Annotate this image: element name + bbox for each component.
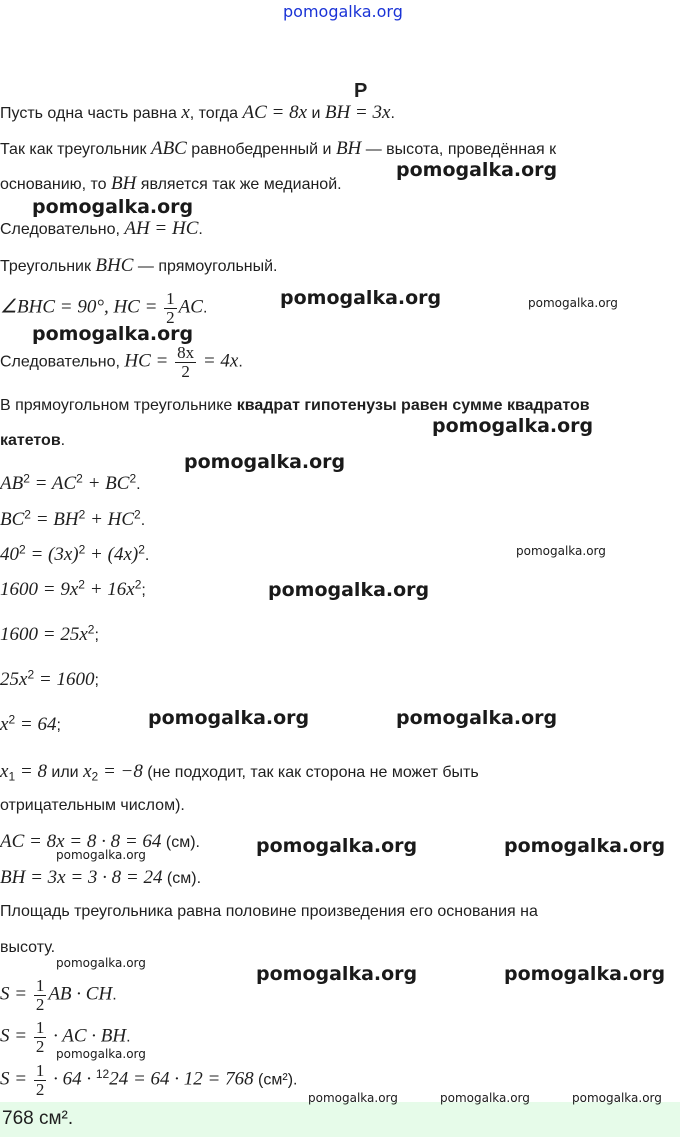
formula-line-15: $25x^2 = 1600$; [0, 667, 99, 690]
watermark: pomogalka.org [504, 963, 666, 985]
text-line-2: Так как треугольник ABC равнобедренный и BH — высота, проведённая к [0, 138, 557, 159]
text-line-21: Площадь треугольника равна половине произведения его основания на [0, 903, 538, 920]
watermark: pomogalka.org [184, 451, 346, 473]
text-line-1: Пусть одна часть равна x, тогда AC = 8x и BH = 3x. [0, 102, 395, 123]
watermark: pomogalka.org [32, 323, 194, 345]
watermark: pomogalka.org [56, 848, 146, 862]
watermark: pomogalka.org [280, 287, 442, 309]
watermark: pomogalka.org [32, 196, 194, 218]
formula-line-25: S = $\frac{1}{2}$ · 64 · $^{12}$24 = 64 · 12 = 768 (см²). [0, 1061, 298, 1099]
text-line-22: высоту. [0, 939, 56, 956]
cut-heading-fragment: Р [354, 80, 368, 102]
text-line-18: отрицательным числом). [0, 797, 185, 814]
watermark: pomogalka.org [396, 159, 558, 181]
text-line-3: основанию, то BH является так же медианой. [0, 173, 342, 194]
formula-line-6: ∠BHC = 90°, HC = $\frac{1}{2}$ AC. [0, 289, 208, 327]
watermark: pomogalka.org [256, 963, 418, 985]
text-line-8: В прямоугольном треугольнике квадрат гипотенузы равен сумме квадратов [0, 397, 590, 414]
fraction: $\frac{1}{2}$ [35, 1061, 45, 1099]
watermark: pomogalka.org [268, 579, 430, 601]
watermark: pomogalka.org [56, 956, 146, 970]
formula-line-11: $BC^2 = BH^2 + HC^2$. [0, 507, 146, 530]
watermark: pomogalka.org [432, 415, 594, 437]
formula-line-16: $x^2 = 64$; [0, 712, 61, 735]
watermark: pomogalka.org [572, 1091, 662, 1105]
watermark: pomogalka.org [528, 296, 618, 310]
formula-line-12: $40^2 = (3x)^2 + (4x)^2$. [0, 542, 150, 565]
watermark: pomogalka.org [516, 544, 606, 558]
fraction: $\frac{1}{2}$ [35, 976, 45, 1014]
text-line-5: Треугольник BHC — прямоугольный. [0, 255, 278, 276]
formula-line-17: $x_1 = 8$ или $x_2 = -8$ (не подходит, так как сторона не может быть [0, 761, 479, 784]
watermark: pomogalka.org [396, 707, 558, 729]
watermark: pomogalka.org [308, 1091, 398, 1105]
fraction: $\frac{1}{2}$ [35, 1018, 45, 1056]
formula-line-14: $1600 = 25x^2$; [0, 622, 99, 645]
fraction: $\frac{1}{2}$ [166, 289, 175, 327]
answer-text: 768 см². [2, 1108, 74, 1129]
fraction: $\frac{8x}{2}$ [177, 343, 195, 381]
formula-line-24: S = $\frac{1}{2}$ · AC · BH. [0, 1018, 131, 1056]
site-link[interactable]: pomogalka.org [283, 2, 403, 21]
answer-box [0, 1102, 680, 1137]
watermark: pomogalka.org [56, 1047, 146, 1061]
watermark: pomogalka.org [504, 835, 666, 857]
formula-line-13: $1600 = 9x^2 + 16x^2$; [0, 577, 146, 600]
watermark: pomogalka.org [148, 707, 310, 729]
formula-line-20: BH = 3x = 3 · 8 = 24 (см). [0, 867, 202, 888]
text-line-9: катетов. [0, 432, 66, 449]
formula-line-23: S = $\frac{1}{2}$ AB · CH. [0, 976, 117, 1014]
formula-line-10: $AB^2 = AC^2 + BC^2$. [0, 471, 141, 494]
watermark: pomogalka.org [440, 1091, 530, 1105]
formula-line-19: AC = 8x = 8 · 8 = 64 (см). [0, 831, 200, 852]
text-line-4: Следовательно, AH = HC. [0, 218, 203, 239]
formula-line-7: Следовательно, HC = $\frac{8x}{2}$ = 4x. [0, 343, 243, 381]
watermark: pomogalka.org [256, 835, 418, 857]
